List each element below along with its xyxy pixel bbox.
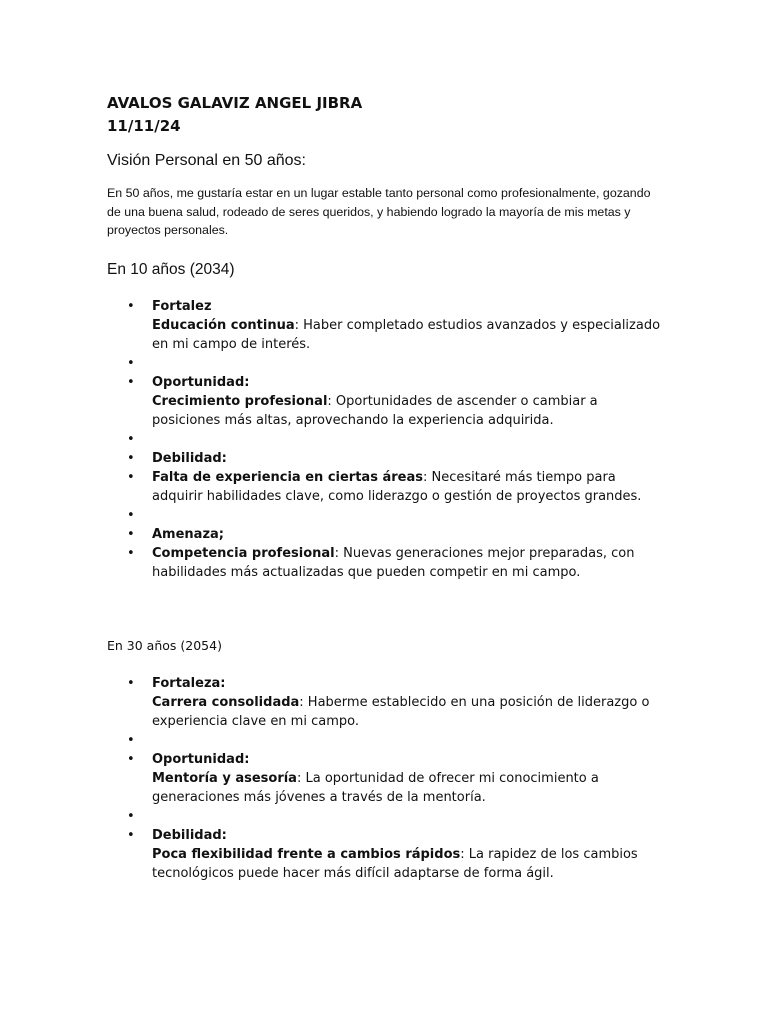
bullet-icon: • <box>127 828 135 843</box>
item-subtitle: Crecimiento profesional <box>152 394 328 409</box>
bullet-icon: • <box>127 809 135 824</box>
section-10-years-list <box>107 297 667 582</box>
item-text: : La rapidez de los cambios tecnológicos puede hacer más difícil adaptarse de forma ágil. <box>152 847 638 881</box>
document-date: 11/11/24 <box>107 117 181 135</box>
vision-heading: Visión Personal en 50 años: <box>107 152 306 169</box>
section-10-years-heading: En 10 años (2034) <box>107 261 235 278</box>
bullet-icon: • <box>127 676 135 691</box>
list-item-empty <box>107 731 667 750</box>
item-label: Oportunidad: <box>152 375 250 390</box>
list-item <box>107 750 667 807</box>
bullet-icon: • <box>127 356 135 371</box>
list-item-empty <box>107 430 667 449</box>
item-text: : La oportunidad de ofrecer mi conocimiento a generaciones más jóvenes a través de la mentoría. <box>152 771 599 805</box>
item-subtitle: Educación continua <box>152 318 295 333</box>
author-name: AVALOS GALAVIZ ANGEL JIBRA <box>107 94 363 112</box>
bullet-icon: • <box>127 752 135 767</box>
item-text: : Haber completado estudios avanzados y especializado en mi campo de interés. <box>152 318 661 352</box>
list-item <box>107 449 667 468</box>
item-text: : Necesitaré más tiempo para adquirir habilidades clave, como liderazgo o gestión de proyectos grandes. <box>152 470 642 504</box>
vision-paragraph: En 50 años, me gustaría estar en un lugar estable tanto personal como profesionalmente, gozando de una buena salud, rodeado de seres queridos, y habiendo logrado la mayoría de mis metas y proyectos personales. <box>107 186 651 237</box>
item-label: Fortalez <box>152 299 212 314</box>
list-item-empty <box>107 354 667 373</box>
bullet-icon: • <box>127 508 135 523</box>
item-text: : Haberme establecido en una posición de liderazgo o experiencia clave en mi campo. <box>152 695 650 729</box>
list-item <box>107 525 667 544</box>
bullet-icon: • <box>127 733 135 748</box>
item-label: Debilidad: <box>152 451 227 466</box>
list-item-empty <box>107 506 667 525</box>
bullet-icon: • <box>127 432 135 447</box>
item-label: Debilidad: <box>152 828 227 843</box>
item-subtitle: Competencia profesional <box>152 546 335 561</box>
list-item <box>107 544 667 582</box>
item-subtitle: Carrera consolidada <box>152 695 300 710</box>
bullet-icon: • <box>127 527 135 542</box>
list-item <box>107 373 667 430</box>
section-30-years-list <box>107 674 667 883</box>
bullet-icon: • <box>127 375 135 390</box>
item-label: Amenaza; <box>152 527 224 542</box>
list-item <box>107 297 667 354</box>
list-item <box>107 468 667 506</box>
bullet-icon: • <box>127 451 135 466</box>
bullet-icon: • <box>127 299 135 314</box>
bullet-icon: • <box>127 470 135 485</box>
item-subtitle: Mentoría y asesoría <box>152 771 297 786</box>
bullet-icon: • <box>127 546 135 561</box>
item-text: : Nuevas generaciones mejor preparadas, con habilidades más actualizadas que pueden competir en mi campo. <box>152 546 635 580</box>
item-subtitle: Falta de experiencia en ciertas áreas <box>152 470 423 485</box>
list-item <box>107 674 667 731</box>
list-item-empty <box>107 807 667 826</box>
item-label: Oportunidad: <box>152 752 250 767</box>
item-label: Fortaleza: <box>152 676 226 691</box>
list-item <box>107 826 667 883</box>
item-text: : Oportunidades de ascender o cambiar a posiciones más altas, aprovechando la experiencia adquirida. <box>152 394 598 428</box>
item-subtitle: Poca flexibilidad frente a cambios rápidos <box>152 847 461 862</box>
section-30-years-heading: En 30 años (2054) <box>107 638 222 653</box>
